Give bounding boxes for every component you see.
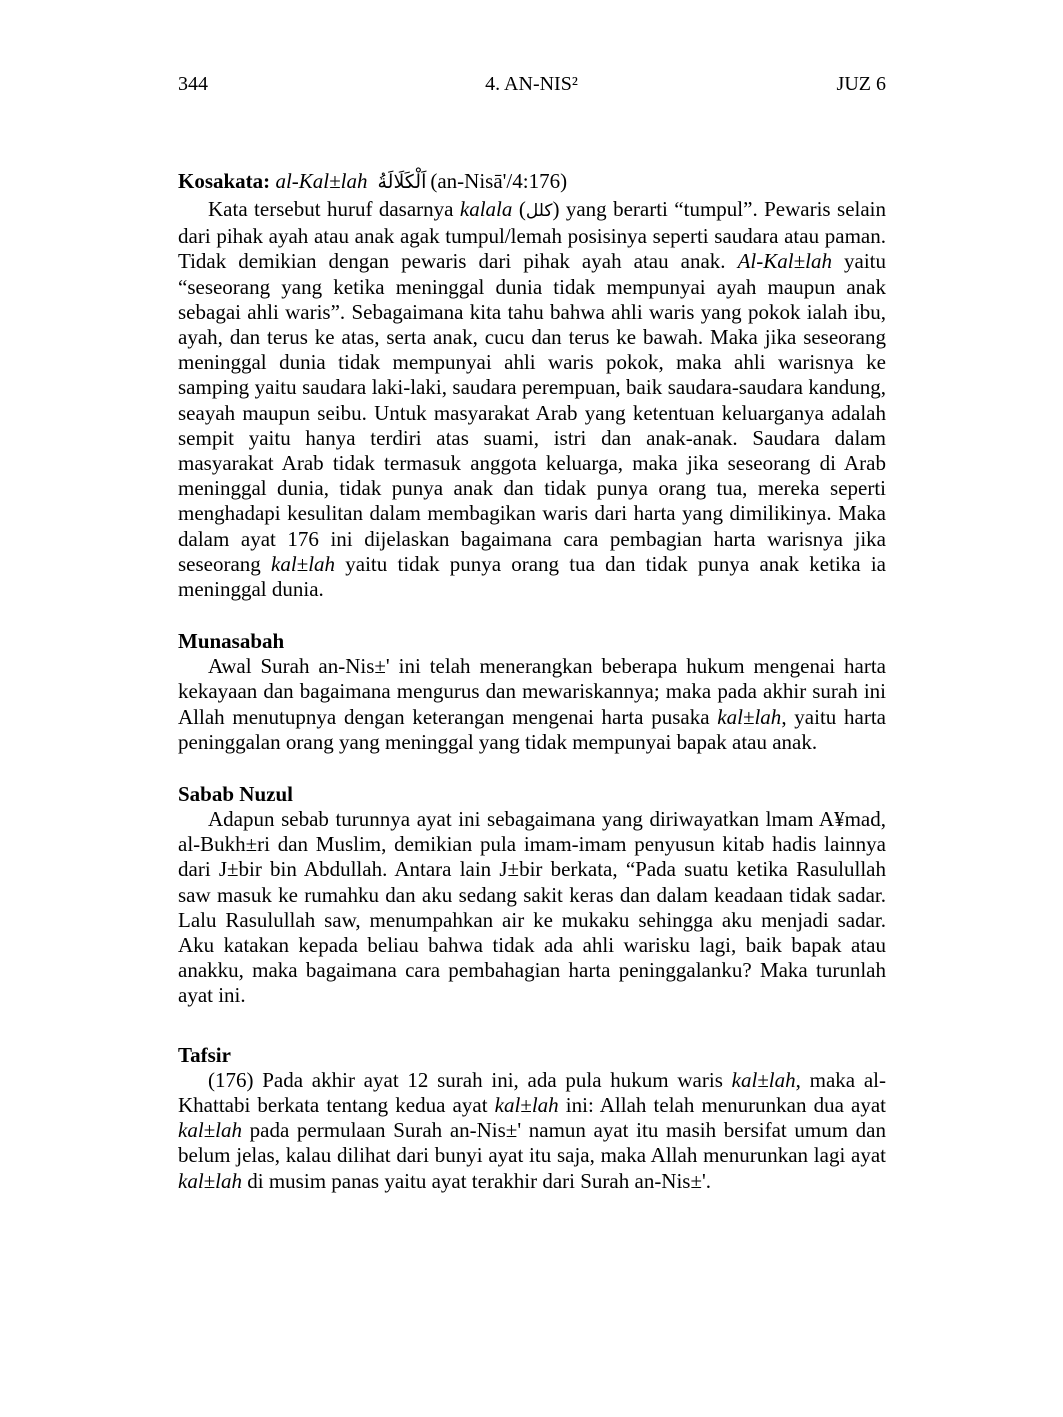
kosakata-reference: (an-Nisā'/4:176) — [430, 169, 568, 193]
kosakata-arabic-term: اَلْكَلَالَةُ — [377, 171, 427, 193]
tafsir-paragraph: (176) Pada akhir ayat 12 surah ini, ada pula hukum waris kal±lah, maka al-Khattabi berkata tentang kedua ayat kal±lah ini: Allah telah menurunkan dua ayat kal±lah pada permulaan Surah an-Nis±' namun ayat itu masih bersifat umum dan belum jelas, kalau dilihat dari bunyi ayat itu saja, maka Allah menurunkan lagi ayat kal±lah di musim panas yaitu ayat terakhir dari Surah an-Nis±'. — [178, 1067, 886, 1193]
kosakata-term: al-Kal±lah — [275, 169, 368, 193]
chapter-title: 4. AN-NIS² — [485, 73, 578, 95]
tafsir-heading: Tafsir — [178, 1042, 231, 1067]
page-body — [178, 168, 886, 1194]
kosakata-paragraph: Kata tersebut huruf dasarnya kalala (كلل) yang berarti “tumpul”. Pewaris selain dari pihak ayah atau anak agak tumpul/lemah posisinya seperti saudara atau paman. Tidak demikian dengan pewaris dari pihak ayah atau anak. Al-Kal±lah yaitu “seseorang yang ketika meninggal dunia tidak mempunyai ayah maupun anak sebagai ahli waris”. Sebagaimana kita tahu bahwa ahli waris yang pokok ialah ibu, ayah, dan terus ke atas, serta anak, cucu dan terus ke bawah. Maka jika seseorang meninggal dunia tidak mempunyai ahli waris pokok, maka ahli warisnya ke samping yaitu saudara laki-laki, saudara perempuan, baik saudara-saudara kandung, seayah maupun seibu. Untuk masyarakat Arab yang ketentuan keluarganya adalah sempit yaitu hanya terdiri atas suami, istri dan anak-anak. Saudara dalam masyarakat Arab tidak termasuk anggota keluarga, maka jika seseorang di Arab meninggal dunia, tidak punya anak dan tidak punya orang tua, mereka seperti menghadapi kesulitan dalam membagikan waris dari harta yang dimilikinya. Maka dalam ayat 176 ini dijelaskan bagaimana cara pembagian harta warisnya jika seseorang kal±lah yaitu tidak punya orang tua dan tidak punya anak ketika ia meninggal dunia. — [178, 197, 886, 602]
munasabah-heading: Munasabah — [178, 629, 285, 654]
sabab-nuzul-heading: Sabab Nuzul — [178, 782, 293, 807]
juz-label: JUZ 6 — [836, 73, 886, 95]
arabic-root-word: كلل — [525, 201, 553, 221]
kosakata-label: Kosakata: — [178, 169, 271, 193]
kosakata-heading — [178, 168, 886, 195]
sabab-nuzul-paragraph: Adapun sebab turunnya ayat ini sebagaimana yang diriwayatkan lmam A¥mad, al-Bukh±ri dan Muslim, demikian pula imam-imam penyusun kitab hadis lainnya dari J±bir bin Abdullah. Antara lain J±bir berkata, “Pada suatu ketika Rasulullah saw masuk ke rumahku dan aku sedang sakit keras dan dalam keadaan tidak sadar. Lalu Rasulullah saw, menumpahkan air ke mukaku sehingga aku menjadi sadar. Aku katakan kepada beliau bahwa tidak ada ahli warisku lagi, baik bapak atau anakku, maka bagaimana cara pembahagian harta peninggalanku? Maka turunlah ayat ini. — [178, 807, 886, 1008]
munasabah-paragraph: Awal Surah an-Nis±' ini telah menerangkan beberapa hukum mengenai harta kekayaan dan bagaimana mengurus dan mewariskannya; maka pada akhir surah ini Allah menutupnya dengan keterangan mengenai harta pusaka kal±lah, yaitu harta peninggalan orang yang meninggal yang tidak mempunyai bapak atau anak. — [178, 654, 886, 754]
page-number: 344 — [178, 73, 208, 95]
